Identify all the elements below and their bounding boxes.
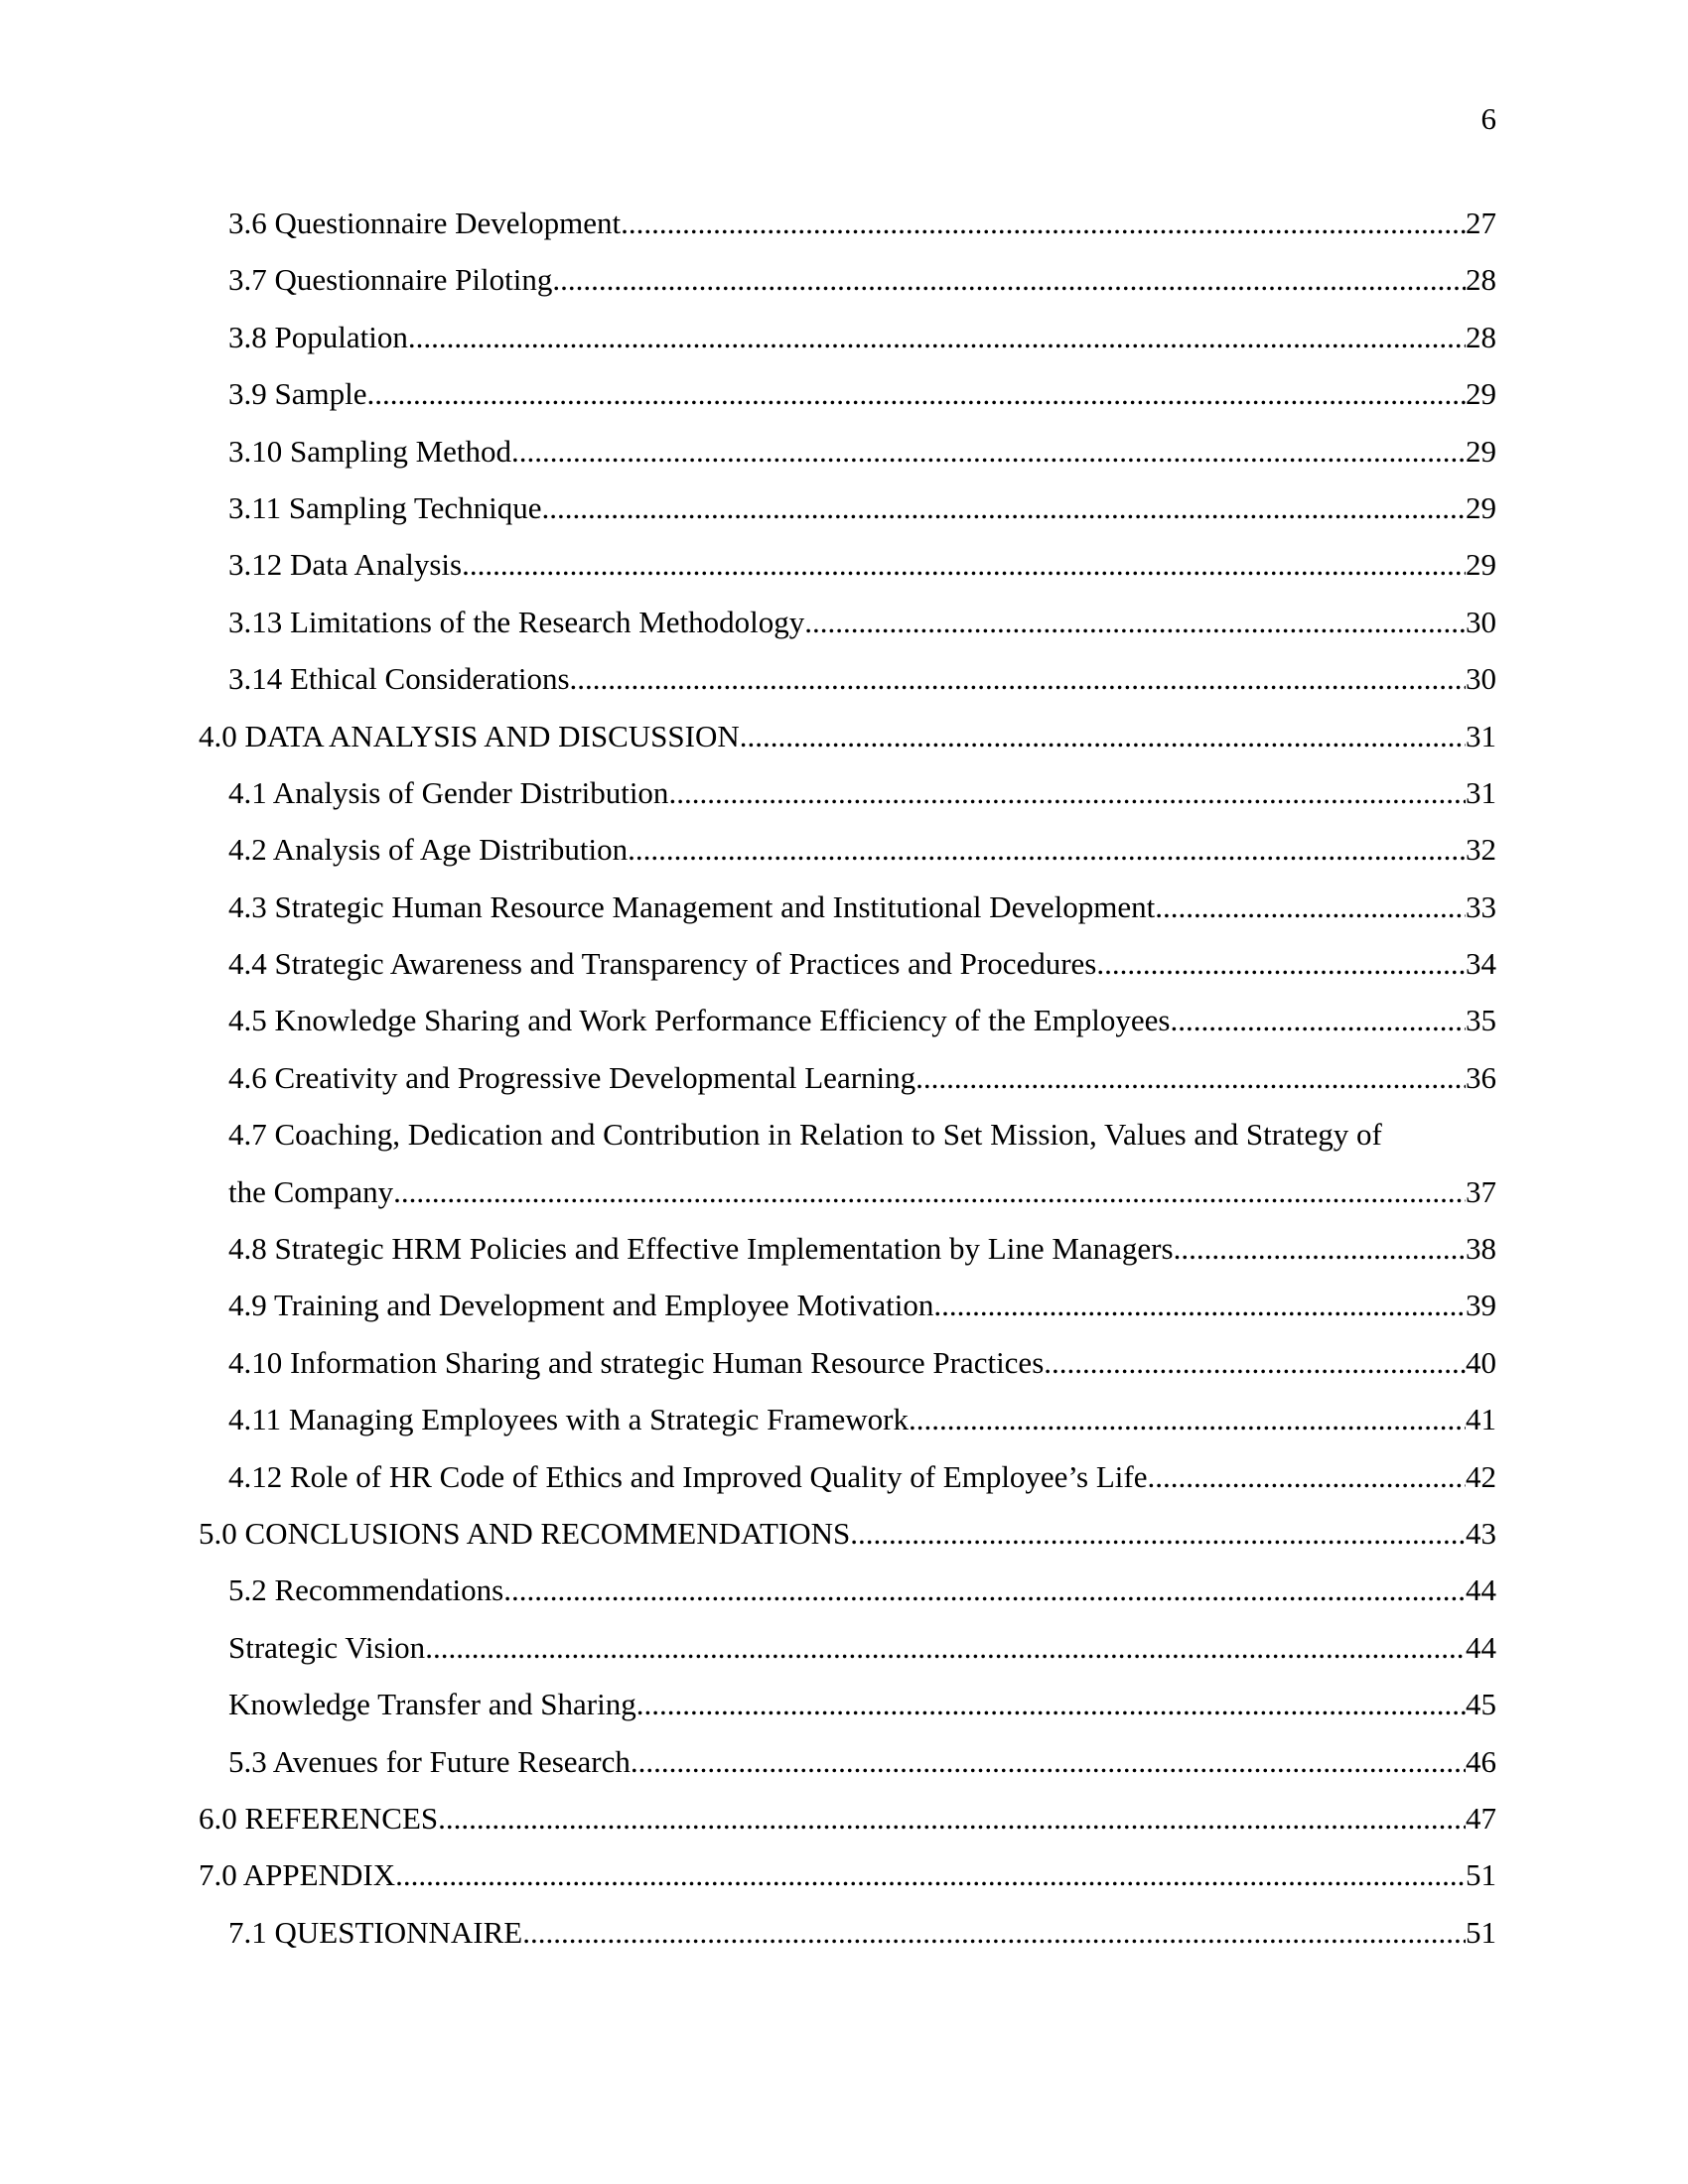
toc-entry[interactable] [199,1676,1496,1732]
toc-entry-page: 29 [1466,489,1496,525]
toc-entry[interactable] [199,708,1496,764]
toc-entry-title: 4.1 Analysis of Gender Distribution [228,774,669,810]
toc-dot-leader [393,1163,1466,1220]
toc-entry-page: 34 [1466,946,1496,982]
toc-entry[interactable] [199,594,1496,650]
toc-dot-leader [1044,1334,1466,1391]
toc-entry-page: 51 [1466,1857,1496,1893]
toc-entry-title: 7.1 QUESTIONNAIRE [228,1914,523,1950]
toc-entry-page: 31 [1466,718,1496,753]
page-number: 6 [1480,101,1496,136]
toc-dot-leader [1155,879,1466,935]
toc-dot-leader [631,1733,1466,1790]
toc-entry-title: 6.0 REFERENCES [199,1800,439,1836]
toc-entry-title: 3.6 Questionnaire Development [228,205,622,240]
toc-entry[interactable] [199,1277,1496,1333]
toc-entry[interactable] [199,821,1496,878]
toc-dot-leader [740,708,1466,764]
toc-entry-title: 4.10 Information Sharing and strategic Human Resource Practices [228,1344,1045,1380]
toc-entry[interactable] [199,879,1496,935]
toc-dot-leader [933,1277,1466,1333]
toc-entry-title: 3.9 Sample [228,376,367,412]
toc-entry-page: 31 [1466,774,1496,810]
toc-dot-leader [628,821,1466,878]
toc-entry[interactable] [199,309,1496,365]
toc-dot-leader [915,1049,1466,1106]
toc-entry[interactable] [199,195,1496,251]
toc-dot-leader [668,764,1466,821]
toc-entry-page: 30 [1466,661,1496,697]
toc-dot-leader [850,1505,1466,1562]
toc-entry[interactable] [199,650,1496,707]
toc-entry-title: 5.0 CONCLUSIONS AND RECOMMENDATIONS [199,1515,851,1551]
toc-dot-leader [1148,1448,1466,1505]
toc-entry-title: 4.5 Knowledge Sharing and Work Performance Efficiency of the Employees [228,1003,1171,1038]
toc-entry-page: 30 [1466,604,1496,639]
toc-entry[interactable] [199,1448,1496,1505]
toc-dot-leader [1096,935,1466,992]
toc-entry-page: 38 [1466,1231,1496,1267]
toc-entry-title: 4.11 Managing Employees with a Strategic Framework [228,1402,909,1437]
toc-dot-leader [621,195,1466,251]
toc-entry[interactable] [199,1733,1496,1790]
toc-entry-title: 4.4 Strategic Awareness and Transparency of Practices and Procedures [228,946,1097,982]
toc-entry-page: 47 [1466,1800,1496,1836]
toc-entry-title: 4.9 Training and Development and Employee Motivation [228,1288,934,1323]
toc-entry-title: 5.3 Avenues for Future Research [228,1743,631,1779]
toc-dot-leader [503,1562,1466,1618]
toc-entry-title: 3.10 Sampling Method [228,433,512,469]
toc-entry-page: 39 [1466,1288,1496,1323]
toc-entry[interactable] [199,1619,1496,1676]
toc-entry-title: 3.11 Sampling Technique [228,489,542,525]
toc-entry-title: Knowledge Transfer and Sharing [228,1687,636,1722]
toc-entry-title: 4.0 DATA ANALYSIS AND DISCUSSION [199,718,740,753]
toc-entry-title: 4.3 Strategic Human Resource Management and Institutional Development [228,888,1156,924]
toc-entry-page: 44 [1466,1629,1496,1665]
toc-entry[interactable] [199,935,1496,992]
toc-dot-leader [1174,1220,1466,1277]
toc-dot-leader [1170,992,1466,1048]
toc-entry-page: 37 [1466,1173,1496,1209]
toc-entry-page: 35 [1466,1003,1496,1038]
toc-entry[interactable] [199,479,1496,536]
toc-dot-leader [570,650,1466,707]
toc-entry-title: 3.7 Questionnaire Piloting [228,262,553,298]
toc-entry-page: 43 [1466,1515,1496,1551]
toc-entry-title: 3.8 Population [228,319,408,354]
toc-entry-title: 3.13 Limitations of the Research Methodology [228,604,805,639]
toc-entry-title-line1: 4.7 Coaching, Dedication and Contribution in Relation to Set Mission, Values and Strategy of [228,1117,1382,1153]
toc-entry-title: 5.2 Recommendations [228,1572,504,1608]
toc-entry[interactable] [199,1049,1496,1106]
toc-entry-title: 7.0 APPENDIX [199,1857,396,1893]
toc-dot-leader [522,1904,1466,1961]
toc-dot-leader [367,365,1467,422]
toc-entry[interactable] [199,1334,1496,1391]
toc-entry-title: 4.12 Role of HR Code of Ethics and Improved Quality of Employee’s Life [228,1458,1148,1494]
toc-entry-title-line2: the Company [228,1173,394,1209]
toc-dot-leader [408,309,1466,365]
toc-entry-page: 28 [1466,319,1496,354]
toc-entry[interactable] [199,764,1496,821]
toc-entry-page: 32 [1466,832,1496,868]
toc-dot-leader [552,251,1466,308]
toc-dot-leader [542,479,1466,536]
toc-entry-page: 29 [1466,433,1496,469]
toc-entry-page: 28 [1466,262,1496,298]
toc-dot-leader [462,536,1466,593]
toc-entry-page: 46 [1466,1743,1496,1779]
toc-entry[interactable] [199,423,1496,479]
toc-entry[interactable] [199,536,1496,593]
toc-entry[interactable] [199,992,1496,1048]
table-of-contents [199,195,1496,1961]
toc-dot-leader [511,423,1466,479]
toc-entry-page: 44 [1466,1572,1496,1608]
toc-dot-leader [425,1619,1466,1676]
toc-entry-page: 33 [1466,888,1496,924]
toc-entry-page: 45 [1466,1687,1496,1722]
toc-dot-leader [804,594,1466,650]
toc-entry-title: 3.14 Ethical Considerations [228,661,570,697]
toc-entry[interactable] [199,1505,1496,1562]
toc-entry[interactable] [199,1106,1496,1220]
toc-entry-title: Strategic Vision [228,1629,426,1665]
toc-entry-page: 36 [1466,1059,1496,1095]
toc-dot-leader [438,1790,1466,1846]
toc-entry[interactable] [199,1846,1496,1903]
toc-entry-title: 3.12 Data Analysis [228,547,463,583]
toc-entry-page: 51 [1466,1914,1496,1950]
toc-entry[interactable] [199,251,1496,308]
toc-dot-leader [636,1676,1466,1732]
toc-dot-leader [909,1391,1466,1447]
toc-entry[interactable] [199,1790,1496,1846]
toc-entry-page: 41 [1466,1402,1496,1437]
toc-entry-title: 4.6 Creativity and Progressive Developmental Learning [228,1059,916,1095]
toc-entry[interactable] [199,1562,1496,1618]
toc-entry-title: 4.2 Analysis of Age Distribution [228,832,629,868]
toc-entry[interactable] [199,365,1496,422]
toc-entry-page: 29 [1466,547,1496,583]
toc-dot-leader [395,1846,1466,1903]
toc-entry[interactable] [199,1904,1496,1961]
toc-entry[interactable] [199,1391,1496,1447]
toc-entry-title: 4.8 Strategic HRM Policies and Effective Implementation by Line Managers [228,1231,1174,1267]
toc-entry-page: 29 [1466,376,1496,412]
toc-entry-page: 42 [1466,1458,1496,1494]
toc-entry-page: 40 [1466,1344,1496,1380]
toc-entry-page: 27 [1466,205,1496,240]
toc-entry[interactable] [199,1220,1496,1277]
